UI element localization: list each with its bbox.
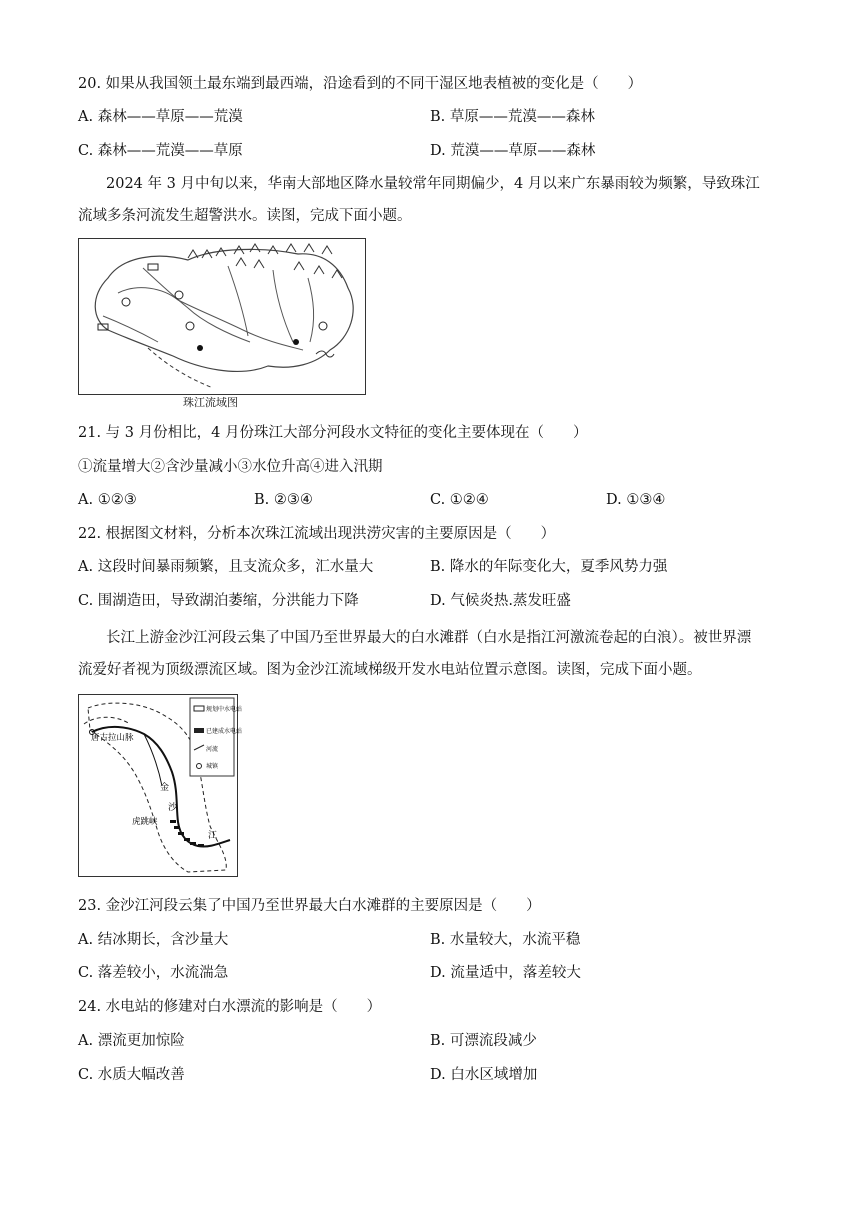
q22-option-d[interactable]: D. 气候炎热.蒸发旺盛: [430, 593, 571, 609]
q20-option-a[interactable]: A. 森林——草原——荒漠: [78, 109, 243, 125]
q21-items: ①流量增大②含沙量减小③水位升高④进入汛期: [78, 459, 383, 475]
q24-option-a[interactable]: A. 漂流更加惊险: [78, 1033, 185, 1049]
label-sha: 沙: [168, 803, 178, 813]
label-tiger-leaping-gorge: 虎跳峡: [132, 817, 158, 827]
q22-option-c[interactable]: C. 围湖造田，导致湖泊萎缩，分洪能力下降: [78, 593, 359, 609]
q23-stem: 23. 金沙江河段云集了中国乃至世界最大白水滩群的主要原因是（ ）: [78, 898, 541, 914]
intro1-line1: 2024 年 3 月中旬以来，华南大部地区降水量较常年同期偏少，4 月以来广东暴雨较为频繁，导致珠江: [106, 176, 760, 192]
legend-built-station: 已建成水电站: [206, 728, 243, 735]
legend-planned-station: 规划中水电站: [206, 706, 243, 713]
legend-town: 城镇: [206, 763, 219, 770]
intro1-line2: 流域多条河流发生超警洪水。读图，完成下面小题。: [78, 208, 412, 224]
q22-option-b[interactable]: B. 降水的年际变化大，夏季风势力强: [430, 559, 668, 575]
intro2-line1: 长江上游金沙江河段云集了中国乃至世界最大的白水滩群（白水是指江河激流卷起的白浪）。被世界漂: [106, 630, 752, 646]
q23-option-b[interactable]: B. 水量较大，水流平稳: [430, 932, 581, 948]
label-tanggula-mountains: 唐古拉山脉: [91, 733, 134, 743]
q24-stem: 24. 水电站的修建对白水漂流的影响是（ ）: [78, 999, 382, 1015]
jinsha-river-map: [78, 694, 243, 882]
q22-option-a[interactable]: A. 这段时间暴雨频繁，且支流众多，汇水量大: [78, 559, 374, 575]
legend-river: 河流: [206, 746, 219, 753]
q22-stem: 22. 根据图文材料，分析本次珠江流域出现洪涝灾害的主要原因是（ ）: [78, 526, 556, 542]
q24-option-c[interactable]: C. 水质大幅改善: [78, 1067, 185, 1083]
q20-option-b[interactable]: B. 草原——荒漠——森林: [430, 109, 595, 125]
q24-option-b[interactable]: B. 可漂流段减少: [430, 1033, 537, 1049]
q24-option-d[interactable]: D. 白水区域增加: [430, 1067, 538, 1083]
pearl-river-basin-map: [78, 238, 366, 409]
q23-option-a[interactable]: A. 结冰期长，含沙量大: [78, 932, 229, 948]
intro2-line2: 流爱好者视为顶级漂流区域。图为金沙江流域梯级开发水电站位置示意图。读图，完成下面小题。: [78, 662, 702, 678]
q21-option-d[interactable]: D. ①③④: [606, 492, 666, 508]
q20-option-d[interactable]: D. 荒漠——草原——森林: [430, 143, 596, 159]
q21-option-b[interactable]: B. ②③④: [254, 492, 313, 508]
pearl-river-map-caption: 珠江流域图: [183, 396, 238, 409]
label-jin: 金: [160, 783, 170, 793]
q21-option-c[interactable]: C. ①②④: [430, 492, 489, 508]
pearl-river-map-drawing: [78, 238, 366, 396]
label-jiang: 江: [208, 831, 218, 841]
q20-stem: 20. 如果从我国领土最东端到最西端，沿途看到的不同干湿区地表植被的变化是（ ）: [78, 76, 643, 92]
q23-option-d[interactable]: D. 流量适中，落差较大: [430, 965, 581, 981]
q23-option-c[interactable]: C. 落差较小，水流湍急: [78, 965, 229, 981]
q21-option-a[interactable]: A. ①②③: [78, 492, 137, 508]
q20-option-c[interactable]: C. 森林——荒漠——草原: [78, 143, 243, 159]
jinsha-river-map-drawing: [78, 694, 243, 878]
q21-stem: 21. 与 3 月份相比，4 月份珠江大部分河段水文特征的变化主要体现在（ ）: [78, 425, 588, 441]
